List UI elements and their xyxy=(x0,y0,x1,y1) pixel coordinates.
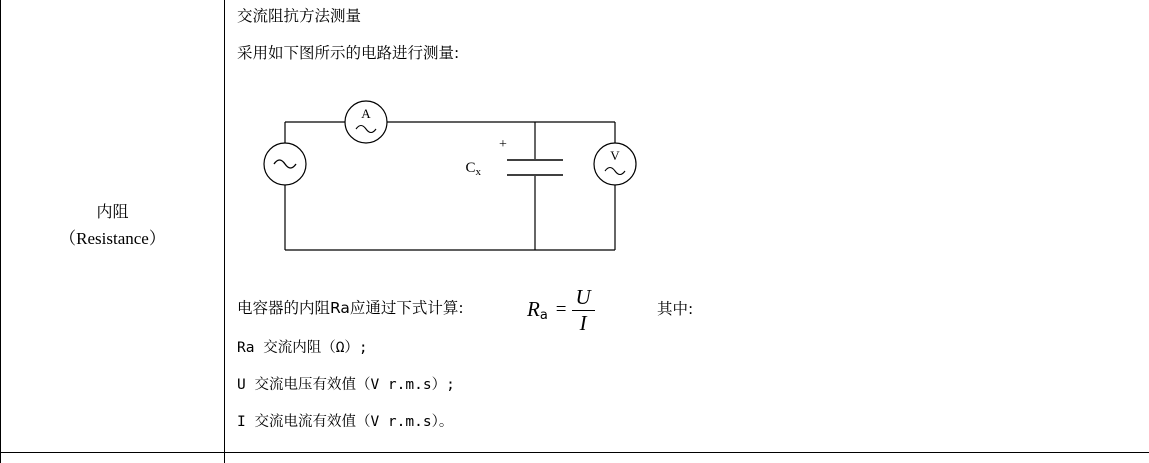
parameter-name-chinese: 内阻 xyxy=(96,201,129,221)
formula-numerator: U xyxy=(575,284,591,309)
svg-text:A: A xyxy=(361,106,371,121)
parameter-name-english: （Resistance） xyxy=(59,229,166,249)
formula-denominator: I xyxy=(572,310,595,335)
measurement-intro-text: 采用如下图所示的电路进行测量: xyxy=(237,44,460,62)
formula-lhs-subscript: a xyxy=(539,308,548,323)
measurement-method-heading: 交流阻抗方法测量 xyxy=(237,7,362,25)
capacitor-polarity-label: + xyxy=(499,137,507,152)
ammeter-symbol xyxy=(345,101,387,143)
formula-equals-sign: = xyxy=(555,299,567,320)
formula-lhs-symbol: R xyxy=(527,297,540,321)
formula-lead-text: 电容器的内阻Ra应通过下式计算: xyxy=(237,299,464,317)
voltmeter-symbol xyxy=(594,143,636,185)
table-cell-parameter-name xyxy=(1,0,224,452)
circuit-diagram xyxy=(245,80,805,275)
symbol-definitions-list xyxy=(237,330,455,441)
table-cell-parameter-description xyxy=(225,0,1149,452)
capacitor-label: $C_x$ xyxy=(465,160,481,178)
capacitor-symbol xyxy=(507,160,563,175)
formula-where-label: 其中: xyxy=(657,300,694,318)
formula-lhs xyxy=(527,297,554,323)
resistance-formula xyxy=(527,284,595,335)
definition-item: I 交流电流有效值（V r.m.s）。 xyxy=(237,414,454,430)
definition-item: Ra 交流内阻（Ω）; xyxy=(237,340,368,356)
svg-text:V: V xyxy=(610,148,620,163)
table-border-bottom xyxy=(0,452,1149,453)
definition-item: U 交流电压有效值（V r.m.s）; xyxy=(237,377,455,393)
ac-source-symbol xyxy=(264,143,306,185)
resistance-calculation-block xyxy=(237,284,1137,335)
formula-fraction xyxy=(572,286,595,334)
formula-row xyxy=(237,284,1137,335)
